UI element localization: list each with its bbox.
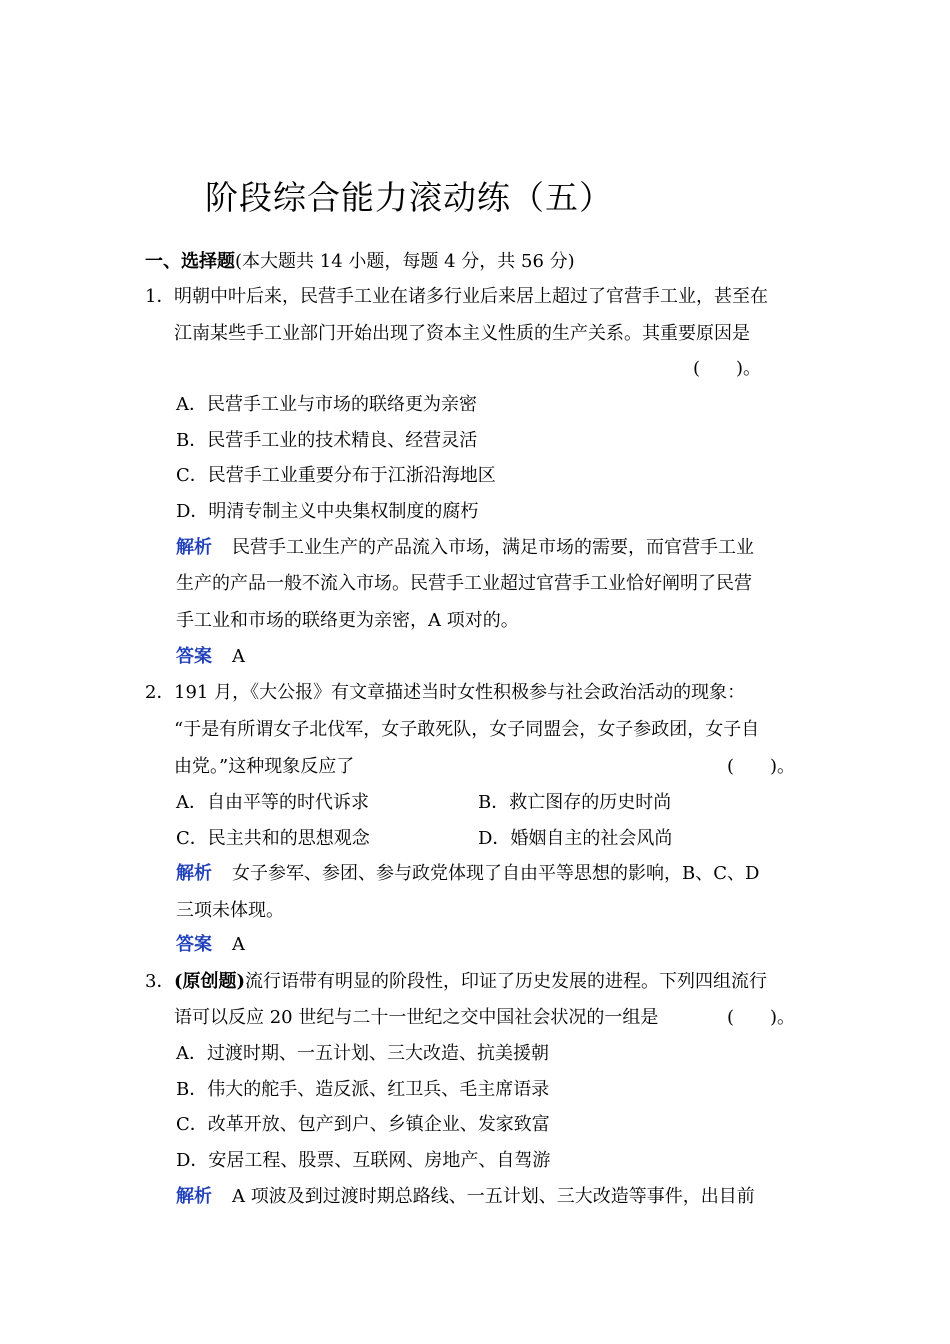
analysis-label: 解析 [176, 863, 212, 884]
question-stem-line: 明朝中叶后来，民营手工业在诸多行业后来居上超过了官营手工业，甚至在 [174, 286, 768, 307]
question-stem-line: 191 月，《大公报》有文章描述当时女性积极参与社会政治活动的现象： [174, 682, 746, 703]
option-b: B．伟大的舵手、造反派、红卫兵、毛主席语录 [176, 1079, 550, 1100]
analysis-line: 生产的产品一般不流入市场。民营手工业超过官营手工业恰好阐明了民营 [176, 573, 752, 594]
question-stem-line: “于是有所谓女子北伐军，女子敢死队，女子同盟会，女子参政团，女子自 [174, 719, 760, 740]
analysis-line: 三项未体现。 [176, 900, 284, 921]
option-b: B．民营手工业的技术精良、经营灵活 [176, 430, 478, 451]
analysis-text: A 项波及到过渡时期总路线、一五计划、三大改造等事件，出目前 [232, 1186, 755, 1207]
question-stem-line: 语可以反应 20 世纪与二十一世纪之交中国社会状况的一组是 [174, 1007, 659, 1028]
option-a: A．民营手工业与市场的联络更为亲密 [176, 394, 477, 415]
question-stem-line: 由党。”这种现象反应了 [174, 756, 355, 777]
page-title: 阶段综合能力滚动练（五） [205, 178, 613, 217]
analysis-line [176, 862, 759, 886]
question-stem-line [174, 970, 767, 994]
analysis-label: 解析 [176, 1186, 212, 1207]
answer-bracket: ( )。 [727, 1007, 796, 1028]
answer-line [176, 645, 245, 669]
option-a: A．过渡时期、一五计划、三大改造、抗美援朝 [176, 1043, 549, 1064]
option-b: B．救亡图存的历史时尚 [478, 792, 672, 813]
question-source-tag: (原创题) [174, 971, 246, 992]
option-d: D．婚姻自主的社会风尚 [478, 828, 673, 849]
option-d: D．安居工程、股票、互联网、房地产、自驾游 [176, 1150, 551, 1171]
answer-value: A [232, 934, 245, 955]
answer-bracket: ( )。 [693, 358, 762, 379]
analysis-line [176, 536, 754, 560]
answer-label: 答案 [176, 646, 212, 667]
question-stem-line: 江南某些手工业部门开始出现了资本主义性质的生产关系。其重要原因是 [174, 323, 750, 344]
option-d: D．明清专制主义中央集权制度的腐朽 [176, 501, 479, 522]
analysis-line: 手工业和市场的联络更为亲密，A 项对的。 [176, 610, 519, 631]
analysis-line [176, 1185, 755, 1209]
analysis-text: 民营手工业生产的产品流入市场，满足市场的需要，而官营手工业 [232, 537, 754, 558]
answer-value: A [232, 646, 245, 667]
answer-label: 答案 [176, 934, 212, 955]
question-number: 3． [145, 971, 175, 992]
option-a: A．自由平等的时代诉求 [176, 792, 369, 813]
section-heading-note: (本大题共 14 小题，每题 4 分，共 56 分) [235, 251, 575, 272]
option-c: C．民营手工业重要分布于江浙沿海地区 [176, 465, 496, 486]
analysis-text: 女子参军、参团、参与政党体现了自由平等思想的影响，B、C、D [232, 863, 760, 884]
option-c: C．改革开放、包产到户、乡镇企业、发家致富 [176, 1114, 550, 1135]
analysis-label: 解析 [176, 537, 212, 558]
section-heading-label: 一、选择题 [145, 251, 235, 272]
question-stem-text: 流行语带有明显的阶段性，印证了历史发展的进程。下列四组流行 [245, 971, 768, 992]
answer-line [176, 933, 245, 957]
section-heading [145, 247, 575, 273]
question-number: 1． [145, 286, 175, 307]
option-c: C．民主共和的思想观念 [176, 828, 370, 849]
answer-bracket: ( )。 [727, 756, 796, 777]
question-number: 2． [145, 682, 175, 703]
